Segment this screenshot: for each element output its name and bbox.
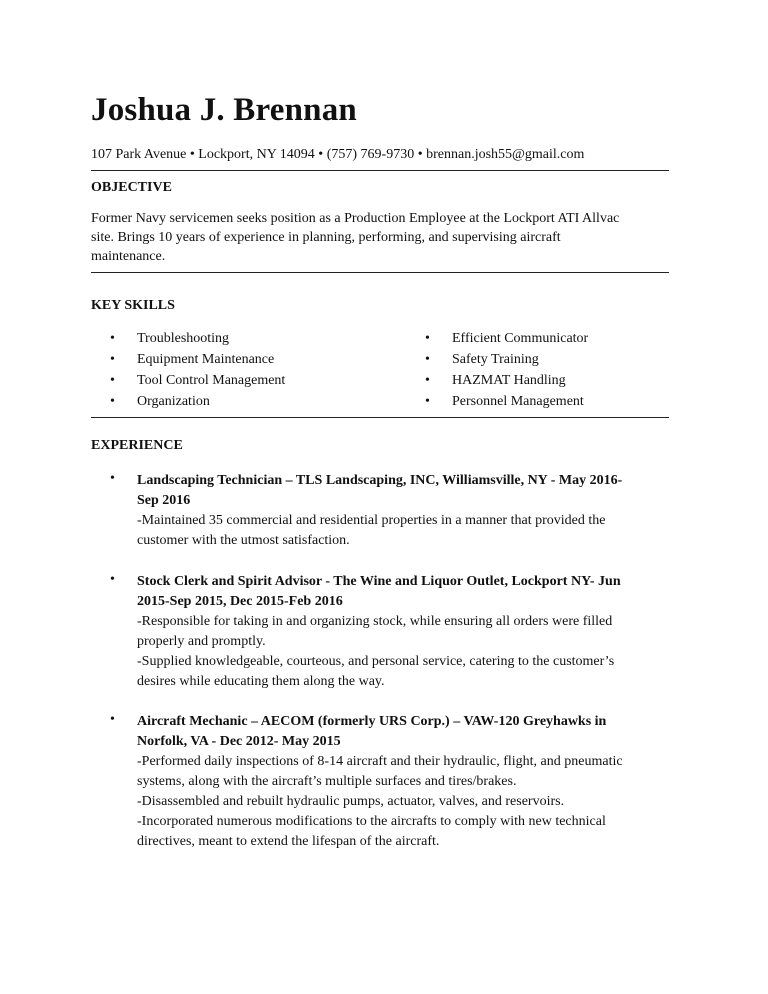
job-title: Aircraft Mechanic – AECOM (formerly URS Corp.) – VAW-120 Greyhawks in [137, 714, 607, 729]
bullet-icon: • [110, 373, 115, 388]
bullet-icon: • [425, 394, 430, 409]
key-skills-heading: KEY SKILLS [91, 298, 175, 313]
objective-text [91, 209, 671, 266]
bullet-icon: • [110, 394, 115, 409]
job-detail: customer with the utmost satisfaction. [137, 533, 350, 548]
bullet-icon: • [425, 373, 430, 388]
objective-line: site. Brings 10 years of experience in planning, performing, and supervising aircraft [91, 230, 561, 245]
skill-item: • Equipment Maintenance [110, 352, 275, 367]
objective-line: Former Navy servicemen seeks position as a Production Employee at the Lockport ATI Allvac [91, 211, 620, 226]
job-title: Landscaping Technician – TLS Landscaping, INC, Williamsville, NY - May 2016- [137, 473, 623, 488]
job-detail: desires while educating them along the way. [137, 674, 385, 689]
bullet-icon: • [110, 352, 115, 367]
experience-entry [110, 572, 670, 692]
skill-item: • Troubleshooting [110, 331, 230, 346]
skills-list-left [110, 329, 285, 413]
job-detail: -Incorporated numerous modifications to the aircrafts to comply with new technical [137, 814, 606, 829]
job-detail: systems, along with the aircraft’s multiple surfaces and tires/brakes. [137, 774, 517, 789]
skills-list-right [425, 329, 588, 413]
job-detail: -Responsible for taking in and organizing stock, while ensuring all orders were filled [137, 614, 613, 629]
skill-item: • HAZMAT Handling [425, 373, 566, 388]
skill-item: • Organization [110, 394, 210, 409]
divider [91, 170, 669, 171]
job-detail: properly and promptly. [137, 634, 266, 649]
experience-entry [110, 712, 670, 852]
bullet-icon: • [110, 572, 115, 587]
skill-item: • Tool Control Management [110, 373, 286, 388]
objective-heading: OBJECTIVE [91, 180, 172, 195]
job-title-dates: 2015-Sep 2015, Dec 2015-Feb 2016 [137, 594, 343, 609]
bullet-icon: • [425, 352, 430, 367]
job-title-dates: Sep 2016 [137, 493, 191, 508]
job-detail: directives, meant to extend the lifespan of the aircraft. [137, 834, 440, 849]
bullet-icon: • [110, 712, 115, 727]
objective-line: maintenance. [91, 249, 166, 264]
divider [91, 272, 669, 273]
skill-item: • Personnel Management [425, 394, 584, 409]
bullet-icon: • [110, 471, 115, 486]
experience-heading: EXPERIENCE [91, 438, 183, 453]
candidate-name: Joshua J. Brennan [91, 92, 357, 128]
bullet-icon: • [425, 331, 430, 346]
job-detail: -Disassembled and rebuilt hydraulic pumps, actuator, valves, and reservoirs. [137, 794, 565, 809]
contact-line: 107 Park Avenue • Lockport, NY 14094 • (757) 769-9730 • brennan.josh55@gmail.com [91, 147, 585, 162]
bullet-icon: • [110, 331, 115, 346]
job-detail: -Supplied knowledgeable, courteous, and personal service, catering to the customer’s [137, 654, 615, 669]
experience-entry [110, 471, 670, 551]
divider [91, 417, 669, 418]
skill-item: • Safety Training [425, 352, 539, 367]
job-detail: -Performed daily inspections of 8-14 aircraft and their hydraulic, flight, and pneumatic [137, 754, 623, 769]
job-title-dates: Norfolk, VA - Dec 2012- May 2015 [137, 734, 341, 749]
job-title: Stock Clerk and Spirit Advisor - The Wine and Liquor Outlet, Lockport NY- Jun [137, 574, 621, 589]
skill-item: • Efficient Communicator [425, 331, 589, 346]
job-detail: -Maintained 35 commercial and residential properties in a manner that provided the [137, 513, 606, 528]
